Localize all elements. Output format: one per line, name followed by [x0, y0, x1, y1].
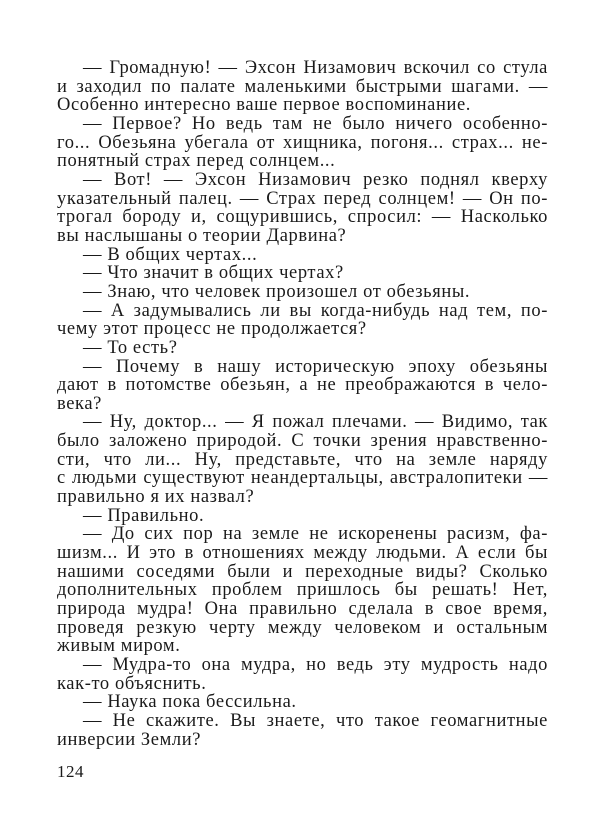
text-line: проведя резкую черту между человеком и остальным: [57, 617, 548, 638]
text-line: было заложено природой. С точки зрения нравственно-: [57, 431, 548, 452]
paragraph-first-line: — Правильно.: [83, 505, 205, 526]
text-line: нашими соседями были и переходные виды? Сколько: [57, 561, 548, 582]
text-line: дополнительных проблем пришлось бы решать! Нет,: [57, 580, 548, 601]
text-line: вы наслышаны о теории Дарвина?: [57, 225, 347, 246]
text-line: Особенно интересно ваше первое воспоминание.: [57, 95, 472, 116]
text-line: сти, что ли... Ну, представьте, что на земле наряду: [57, 449, 548, 470]
paragraph-first-line: — Мудра-то она мудра, но ведь эту мудрость надо: [83, 655, 548, 675]
text-line: чему этот процесс не продолжается?: [57, 319, 367, 340]
text-line: дают в потомстве обезьян, а не преображаются в чело-: [57, 375, 548, 396]
paragraph-first-line: — А задумывались ли вы когда-нибудь над тем, по-: [83, 300, 548, 321]
paragraph-first-line: — В общих чертах...: [83, 244, 258, 265]
text-line: понятный страх перед солнцем...: [57, 151, 336, 172]
paragraph-first-line: — Громадную! — Эхсон Низамович вскочил со стула: [83, 58, 548, 78]
paragraph-first-line: — До сих пор на земле не искоренены расизм, фа-: [83, 524, 548, 545]
text-line: как-то объяснить.: [57, 673, 207, 694]
text-line: и заходил по палате маленькими быстрыми шагами. —: [57, 76, 548, 97]
text-line: живым миром.: [57, 636, 181, 657]
text-line: инверсии Земли?: [57, 729, 202, 750]
text-line: шизм... И это в отношениях между людьми. А если бы: [57, 543, 548, 564]
paragraph-first-line: — То есть?: [83, 337, 178, 358]
paragraph-first-line: — Наука пока бессильна.: [83, 692, 297, 713]
text-line: правильно я их назвал?: [57, 487, 255, 508]
paragraph-first-line: — Первое? Но ведь там не было ничего особенно-: [83, 113, 548, 134]
page-number: 124: [57, 762, 84, 781]
text-line: природа мудра! Она правильно сделала в свое время,: [57, 599, 548, 620]
page-body-text: [57, 59, 548, 749]
text-line: указательный палец. — Страх перед солнцем! — Он по-: [57, 188, 548, 209]
paragraph-first-line: — Почему в нашу историческую эпоху обезьяны: [83, 356, 548, 377]
paragraph-first-line: — Не скажите. Вы знаете, что такое геомагнитные: [83, 710, 548, 731]
paragraph-first-line: — Что значит в общих чертах?: [83, 263, 344, 284]
paragraph-first-line: — Вот! — Эхсон Низамович резко поднял кверху: [83, 169, 548, 190]
text-line: трогал бороду и, сощурившись, спросил: — Насколько: [57, 207, 548, 228]
text-line: го... Обезьяна убегала от хищника, погоня... страх... не-: [57, 132, 548, 153]
text-line: века?: [57, 393, 102, 414]
text-line: с людьми существуют неандертальцы, австралопитеки —: [57, 468, 548, 489]
paragraph-first-line: — Ну, доктор... — Я пожал плечами. — Видимо, так: [83, 412, 548, 433]
paragraph-first-line: — Знаю, что человек произошел от обезьяны.: [83, 281, 471, 302]
